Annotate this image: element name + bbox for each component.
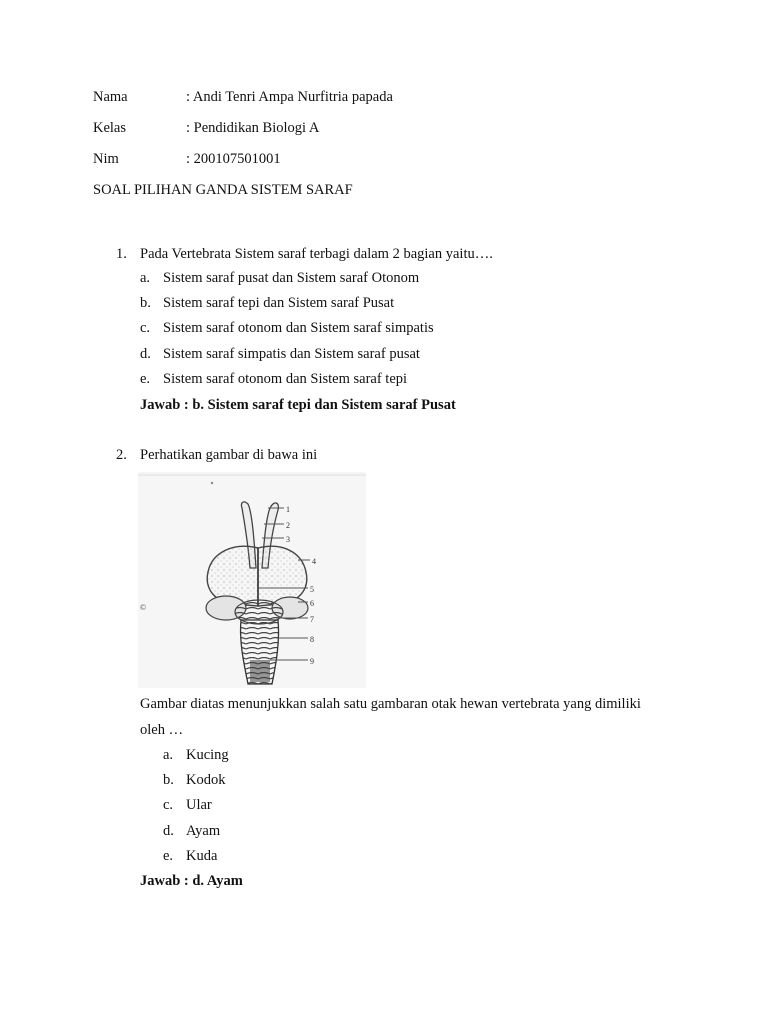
q2-number: 2.: [116, 447, 127, 463]
q2-answer: Jawab : d. Ayam: [140, 873, 243, 889]
figure-label: 3: [286, 535, 290, 544]
class-label: Kelas: [93, 120, 127, 136]
figure-label: 6: [310, 599, 314, 608]
figure-label: 8: [310, 635, 314, 644]
q2-text: Perhatikan gambar di bawa ini: [140, 447, 318, 463]
nim-value: : 200107501001: [186, 151, 281, 167]
q2-option-text: Ular: [186, 797, 212, 813]
nim-label: Nim: [93, 151, 119, 167]
figure-label: 7: [310, 615, 314, 624]
q1-text: Pada Vertebrata Sistem saraf terbagi dalam 2 bagian yaitu….: [140, 246, 493, 262]
q2-option-letter: c.: [163, 797, 174, 813]
q1-option-letter: e.: [140, 371, 151, 387]
q1-option-text: Sistem saraf tepi dan Sistem saraf Pusat: [163, 295, 395, 311]
q1-option-letter: b.: [140, 295, 151, 311]
q2-option-letter: a.: [163, 747, 174, 763]
document-title: SOAL PILIHAN GANDA SISTEM SARAF: [93, 182, 353, 198]
q1-answer: Jawab : b. Sistem saraf tepi dan Sistem saraf Pusat: [140, 397, 456, 413]
q2-option-text: Ayam: [186, 823, 221, 839]
q1-option-letter: d.: [140, 346, 151, 362]
name-label: Nama: [93, 89, 128, 105]
figure-corner-mark: ©: [140, 603, 147, 612]
q1-option-text: Sistem saraf simpatis dan Sistem saraf pusat: [163, 346, 420, 362]
q1-option-text: Sistem saraf pusat dan Sistem saraf Otonom: [163, 270, 420, 286]
class-value: : Pendidikan Biologi A: [186, 120, 320, 136]
figure-label: 1: [286, 505, 290, 514]
q1-option-text: Sistem saraf otonom dan Sistem saraf tepi: [163, 371, 408, 387]
q2-option-text: Kucing: [186, 747, 229, 763]
brain-diagram-image: [138, 472, 366, 688]
q2-option-letter: e.: [163, 848, 174, 864]
q2-caption-line1: Gambar diatas menunjukkan salah satu gambaran otak hewan vertebrata yang dimiliki: [140, 696, 641, 712]
q1-option-text: Sistem saraf otonom dan Sistem saraf simpatis: [163, 320, 434, 336]
figure-label: 9: [310, 657, 314, 666]
figure-label: 5: [310, 585, 314, 594]
q1-number: 1.: [116, 246, 127, 262]
q1-option-letter: c.: [140, 320, 151, 336]
q2-option-text: Kuda: [186, 848, 218, 864]
figure-label: 2: [286, 521, 290, 530]
figure-label: 4: [312, 557, 316, 566]
q2-option-letter: b.: [163, 772, 174, 788]
q2-option-letter: d.: [163, 823, 174, 839]
q2-option-text: Kodok: [186, 772, 226, 788]
name-value: : Andi Tenri Ampa Nurfitria papada: [186, 89, 393, 105]
q2-caption-line2: oleh …: [140, 722, 184, 738]
q1-option-letter: a.: [140, 270, 151, 286]
